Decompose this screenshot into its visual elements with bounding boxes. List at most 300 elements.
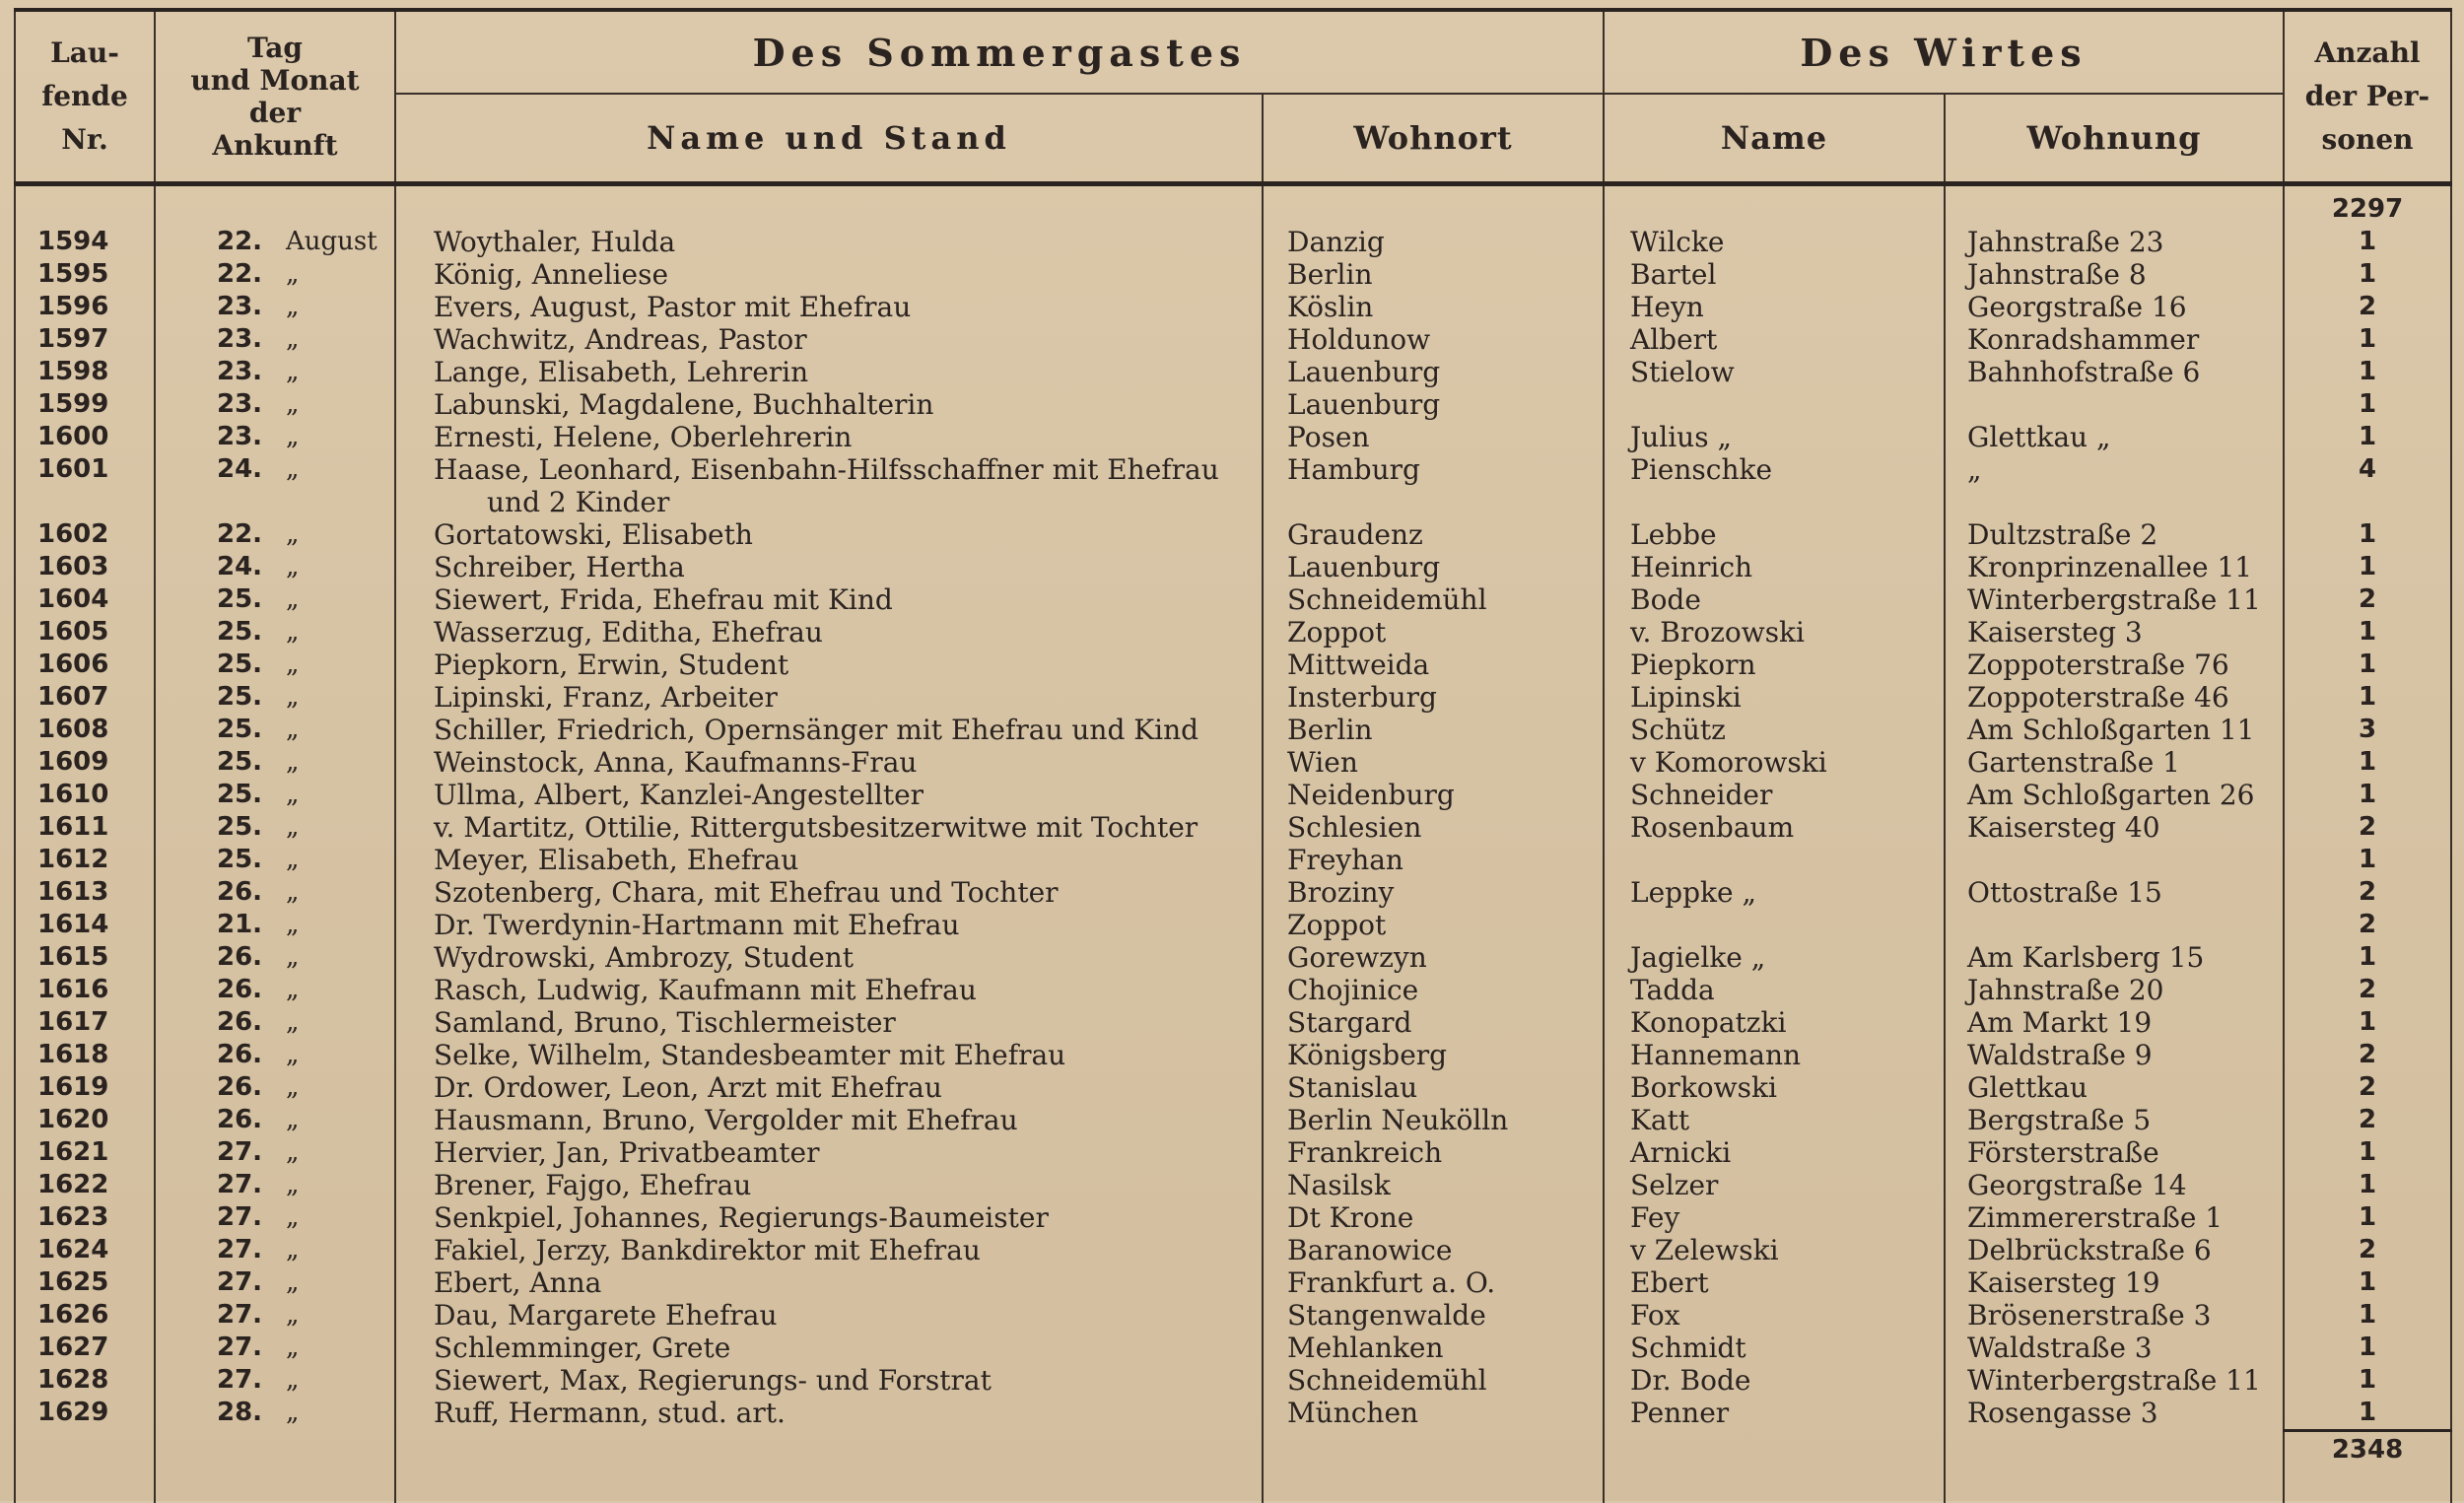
arrival-month: „ xyxy=(274,1364,299,1397)
person-count: 4 xyxy=(2284,453,2451,486)
host-name: Bartel xyxy=(1604,258,1945,291)
arrival-day: 25. xyxy=(217,746,274,779)
host-name xyxy=(1604,844,1945,876)
entry-number: 1613 xyxy=(15,876,155,909)
host-name: Heyn xyxy=(1604,291,1945,323)
guest-name: Siewert, Max, Regierungs- und Forstrat xyxy=(395,1364,1263,1397)
header-guest-name: Name und Stand xyxy=(395,94,1263,184)
guest-name: Wydrowski, Ambrozy, Student xyxy=(395,941,1263,974)
arrival-day: 28. xyxy=(217,1397,274,1429)
host-name: Penner xyxy=(1604,1397,1945,1431)
arrival-month: „ xyxy=(274,1234,299,1266)
guest-residence: Holdunow xyxy=(1263,323,1604,356)
arrival-month: „ xyxy=(274,876,299,909)
host-name: Lipinski xyxy=(1604,681,1945,714)
arrival-month: „ xyxy=(274,291,299,323)
arrival-month: „ xyxy=(274,258,299,291)
person-count: 2 xyxy=(2284,1234,2451,1266)
guest-residence: Schneidemühl xyxy=(1263,1364,1604,1397)
person-count: 1 xyxy=(2284,551,2451,583)
guest-name: Haase, Leonhard, Eisenbahn-Hilfsschaffner mit Ehefrau xyxy=(395,453,1263,486)
person-count: 1 xyxy=(2284,746,2451,779)
guest-residence: Lauenburg xyxy=(1263,551,1604,583)
table-row xyxy=(15,1136,2451,1169)
person-count: 1 xyxy=(2284,518,2451,551)
person-count: 1 xyxy=(2284,421,2451,453)
arrival-day: 25. xyxy=(217,649,274,681)
entry-number: 1614 xyxy=(15,909,155,941)
arrival-day: 23. xyxy=(217,356,274,388)
arrival-date xyxy=(155,1364,395,1397)
table-row xyxy=(15,323,2451,356)
arrival-day: 27. xyxy=(217,1364,274,1397)
entry-number: 1600 xyxy=(15,421,155,453)
arrival-month: „ xyxy=(274,714,299,746)
arrival-date xyxy=(155,649,395,681)
entry-number: 1624 xyxy=(15,1234,155,1266)
arrival-day: 26. xyxy=(217,1039,274,1071)
entry-number: 1595 xyxy=(15,258,155,291)
table-row xyxy=(15,1364,2451,1397)
person-count: 1 xyxy=(2284,356,2451,388)
guest-name: Senkpiel, Johannes, Regierungs-Baumeister xyxy=(395,1201,1263,1234)
arrival-date xyxy=(155,551,395,583)
person-count: 2 xyxy=(2284,1071,2451,1104)
entry-number: 1605 xyxy=(15,616,155,649)
guest-residence: Frankreich xyxy=(1263,1136,1604,1169)
arrival-date xyxy=(155,453,395,486)
arrival-date xyxy=(155,1234,395,1266)
guest-name: Meyer, Elisabeth, Ehefrau xyxy=(395,844,1263,876)
carried-total-row xyxy=(15,184,2451,227)
arrival-date xyxy=(155,974,395,1006)
person-count: 1 xyxy=(2284,1364,2451,1397)
carried-total: 2297 xyxy=(2284,184,2451,227)
person-count: 2 xyxy=(2284,583,2451,616)
guest-name: Dr. Ordower, Leon, Arzt mit Ehefrau xyxy=(395,1071,1263,1104)
arrival-day: 27. xyxy=(217,1201,274,1234)
arrival-month: „ xyxy=(274,1169,299,1201)
host-address: Kaisersteg 3 xyxy=(1945,616,2284,649)
entry-number: 1615 xyxy=(15,941,155,974)
host-address: Zimmererstraße 1 xyxy=(1945,1201,2284,1234)
header-host-address: Wohnung xyxy=(1945,94,2284,184)
table-row xyxy=(15,1397,2451,1431)
host-address: Am Karlsberg 15 xyxy=(1945,941,2284,974)
guest-name: Weinstock, Anna, Kaufmanns-Frau xyxy=(395,746,1263,779)
table-row xyxy=(15,779,2451,811)
header-host-name: Name xyxy=(1604,94,1945,184)
arrival-month: „ xyxy=(274,681,299,714)
person-count: 1 xyxy=(2284,323,2451,356)
host-address: Waldstraße 3 xyxy=(1945,1332,2284,1364)
guest-name: Hausmann, Bruno, Vergolder mit Ehefrau xyxy=(395,1104,1263,1136)
header-guest-residence: Wohnort xyxy=(1263,94,1604,184)
host-name: Albert xyxy=(1604,323,1945,356)
arrival-day: 26. xyxy=(217,974,274,1006)
person-count: 1 xyxy=(2284,1006,2451,1039)
guest-name: Piepkorn, Erwin, Student xyxy=(395,649,1263,681)
arrival-day: 27. xyxy=(217,1299,274,1332)
host-address: Kaisersteg 40 xyxy=(1945,811,2284,844)
arrival-day: 26. xyxy=(217,876,274,909)
arrival-day: 27. xyxy=(217,1234,274,1266)
host-name: Konopatzki xyxy=(1604,1006,1945,1039)
person-count: 1 xyxy=(2284,616,2451,649)
arrival-month: „ xyxy=(274,909,299,941)
host-address xyxy=(1945,844,2284,876)
host-name: Fey xyxy=(1604,1201,1945,1234)
arrival-day: 25. xyxy=(217,714,274,746)
person-count: 1 xyxy=(2284,388,2451,421)
entry-number: 1606 xyxy=(15,649,155,681)
host-name: Schneider xyxy=(1604,779,1945,811)
table-row xyxy=(15,1104,2451,1136)
entry-number: 1607 xyxy=(15,681,155,714)
arrival-date xyxy=(155,746,395,779)
host-address: Gartenstraße 1 xyxy=(1945,746,2284,779)
header-host: Des Wirtes xyxy=(1604,10,2284,94)
host-address: Am Schloßgarten 11 xyxy=(1945,714,2284,746)
arrival-day: 26. xyxy=(217,1104,274,1136)
entry-number: 1601 xyxy=(15,453,155,486)
guest-residence: Gorewzyn xyxy=(1263,941,1604,974)
host-name: v Zelewski xyxy=(1604,1234,1945,1266)
guest-residence: Mittweida xyxy=(1263,649,1604,681)
person-count: 2 xyxy=(2284,876,2451,909)
arrival-month: „ xyxy=(274,844,299,876)
table-row xyxy=(15,1332,2451,1364)
arrival-date xyxy=(155,291,395,323)
arrival-day: 24. xyxy=(217,551,274,583)
arrival-date xyxy=(155,1266,395,1299)
host-name: Pienschke xyxy=(1604,453,1945,486)
arrival-day: 25. xyxy=(217,844,274,876)
arrival-date xyxy=(155,1104,395,1136)
person-count: 2 xyxy=(2284,974,2451,1006)
person-count: 1 xyxy=(2284,649,2451,681)
host-address: Konradshammer xyxy=(1945,323,2284,356)
arrival-date xyxy=(155,356,395,388)
arrival-month: „ xyxy=(274,1201,299,1234)
guest-residence: Königsberg xyxy=(1263,1039,1604,1071)
table-row xyxy=(15,811,2451,844)
host-address: Brösenerstraße 3 xyxy=(1945,1299,2284,1332)
arrival-date xyxy=(155,583,395,616)
host-name xyxy=(1604,909,1945,941)
host-address: Zoppoterstraße 76 xyxy=(1945,649,2284,681)
guest-name: Ullma, Albert, Kanzlei-Angestellter xyxy=(395,779,1263,811)
entry-number: 1626 xyxy=(15,1299,155,1332)
entry-number: 1618 xyxy=(15,1039,155,1071)
entry-number: 1627 xyxy=(15,1332,155,1364)
arrival-day: 27. xyxy=(217,1169,274,1201)
host-name: Fox xyxy=(1604,1299,1945,1332)
table-row xyxy=(15,421,2451,453)
host-name xyxy=(1604,388,1945,421)
arrival-date xyxy=(155,421,395,453)
host-address: Jahnstraße 20 xyxy=(1945,974,2284,1006)
table-row xyxy=(15,941,2451,974)
arrival-date xyxy=(155,616,395,649)
arrival-month: „ xyxy=(274,1266,299,1299)
host-address: Glettkau xyxy=(1945,1071,2284,1104)
arrival-date xyxy=(155,226,395,258)
arrival-date xyxy=(155,1039,395,1071)
host-name: Rosenbaum xyxy=(1604,811,1945,844)
guest-name: Woythaler, Hulda xyxy=(395,226,1263,258)
person-count: 1 xyxy=(2284,941,2451,974)
arrival-month: „ xyxy=(274,1006,299,1039)
header-nr: Lau- fende Nr. xyxy=(15,10,155,184)
table-row xyxy=(15,551,2451,583)
host-address xyxy=(1945,909,2284,941)
guest-residence: Schlesien xyxy=(1263,811,1604,844)
guest-residence: Graudenz xyxy=(1263,518,1604,551)
guest-name: Fakiel, Jerzy, Bankdirektor mit Ehefrau xyxy=(395,1234,1263,1266)
guest-residence: Insterburg xyxy=(1263,681,1604,714)
host-name: Katt xyxy=(1604,1104,1945,1136)
arrival-month: „ xyxy=(274,421,299,453)
host-address: Jahnstraße 23 xyxy=(1945,226,2284,258)
arrival-month: „ xyxy=(274,1397,299,1429)
arrival-day: 23. xyxy=(217,421,274,453)
header-summer-guest: Des Sommergastes xyxy=(395,10,1604,94)
arrival-month: August xyxy=(274,226,377,258)
guest-name: Selke, Wilhelm, Standesbeamter mit Ehefrau xyxy=(395,1039,1263,1071)
entry-number: 1617 xyxy=(15,1006,155,1039)
arrival-month: „ xyxy=(274,1136,299,1169)
arrival-day: 25. xyxy=(217,811,274,844)
guest-residence: Dt Krone xyxy=(1263,1201,1604,1234)
host-name: Jagielke „ xyxy=(1604,941,1945,974)
host-name: Arnicki xyxy=(1604,1136,1945,1169)
arrival-date xyxy=(155,681,395,714)
table-row xyxy=(15,1299,2451,1332)
host-address: Dultzstraße 2 xyxy=(1945,518,2284,551)
host-name: Heinrich xyxy=(1604,551,1945,583)
host-address: Ottostraße 15 xyxy=(1945,876,2284,909)
table-row xyxy=(15,583,2451,616)
host-name: Lebbe xyxy=(1604,518,1945,551)
guest-name: Hervier, Jan, Privatbeamter xyxy=(395,1136,1263,1169)
host-name: Piepkorn xyxy=(1604,649,1945,681)
arrival-month: „ xyxy=(274,974,299,1006)
guest-name: Wasserzug, Editha, Ehefrau xyxy=(395,616,1263,649)
entry-number: 1602 xyxy=(15,518,155,551)
person-count: 2 xyxy=(2284,811,2451,844)
arrival-month: „ xyxy=(274,746,299,779)
entry-number: 1604 xyxy=(15,583,155,616)
table-row xyxy=(15,1006,2451,1039)
entry-number: 1623 xyxy=(15,1201,155,1234)
host-name: Borkowski xyxy=(1604,1071,1945,1104)
arrival-day: 25. xyxy=(217,681,274,714)
final-total-row xyxy=(15,1431,2451,1503)
arrival-day: 25. xyxy=(217,616,274,649)
host-address: Glettkau „ xyxy=(1945,421,2284,453)
table-row xyxy=(15,616,2451,649)
guest-name: Schiller, Friedrich, Opernsänger mit Ehefrau und Kind xyxy=(395,714,1263,746)
guest-residence: Berlin xyxy=(1263,258,1604,291)
entry-number: 1629 xyxy=(15,1397,155,1431)
arrival-date xyxy=(155,876,395,909)
arrival-month: „ xyxy=(274,518,299,551)
entry-number: 1619 xyxy=(15,1071,155,1104)
table-row xyxy=(15,649,2451,681)
arrival-month: „ xyxy=(274,1039,299,1071)
host-name: Dr. Bode xyxy=(1604,1364,1945,1397)
host-address: Jahnstraße 8 xyxy=(1945,258,2284,291)
arrival-day: 25. xyxy=(217,583,274,616)
entry-number: 1621 xyxy=(15,1136,155,1169)
arrival-day: 26. xyxy=(217,941,274,974)
table-row xyxy=(15,388,2451,421)
guest-residence: Berlin Neukölln xyxy=(1263,1104,1604,1136)
person-count: 1 xyxy=(2284,844,2451,876)
host-address: Georgstraße 16 xyxy=(1945,291,2284,323)
final-total: 2348 xyxy=(2284,1431,2451,1503)
table-row xyxy=(15,1201,2451,1234)
arrival-date xyxy=(155,323,395,356)
guest-name: Lange, Elisabeth, Lehrerin xyxy=(395,356,1263,388)
guest-name: Szotenberg, Chara, mit Ehefrau und Tochter xyxy=(395,876,1263,909)
arrival-date xyxy=(155,714,395,746)
arrival-date xyxy=(155,1169,395,1201)
guest-name: Ruff, Hermann, stud. art. xyxy=(395,1397,1263,1431)
arrival-month: „ xyxy=(274,1332,299,1364)
person-count: 1 xyxy=(2284,779,2451,811)
arrival-date xyxy=(155,1136,395,1169)
entry-number: 1611 xyxy=(15,811,155,844)
arrival-month: „ xyxy=(274,811,299,844)
guest-name: Lipinski, Franz, Arbeiter xyxy=(395,681,1263,714)
host-address: Kronprinzenallee 11 xyxy=(1945,551,2284,583)
entry-number: 1620 xyxy=(15,1104,155,1136)
host-address: Försterstraße xyxy=(1945,1136,2284,1169)
entry-number: 1608 xyxy=(15,714,155,746)
table-row xyxy=(15,1169,2451,1201)
arrival-date xyxy=(155,779,395,811)
guest-name: Labunski, Magdalene, Buchhalterin xyxy=(395,388,1263,421)
guest-residence: Stargard xyxy=(1263,1006,1604,1039)
guest-name: v. Martitz, Ottilie, Rittergutsbesitzerwitwe mit Tochter xyxy=(395,811,1263,844)
guest-name-continued: und 2 Kinder xyxy=(395,486,1263,518)
guest-residence: Berlin xyxy=(1263,714,1604,746)
arrival-day: 26. xyxy=(217,1071,274,1104)
guest-residence: Stangenwalde xyxy=(1263,1299,1604,1332)
guest-name: Ernesti, Helene, Oberlehrerin xyxy=(395,421,1263,453)
entry-number: 1616 xyxy=(15,974,155,1006)
guest-residence: Köslin xyxy=(1263,291,1604,323)
arrival-day: 21. xyxy=(217,909,274,941)
header-arrival: Tag und Monat der Ankunft xyxy=(155,10,395,184)
person-count: 1 xyxy=(2284,1332,2451,1364)
guest-residence: Freyhan xyxy=(1263,844,1604,876)
arrival-day: 25. xyxy=(217,779,274,811)
guest-name: König, Anneliese xyxy=(395,258,1263,291)
guest-name: Gortatowski, Elisabeth xyxy=(395,518,1263,551)
arrival-date xyxy=(155,258,395,291)
host-address: Georgstraße 14 xyxy=(1945,1169,2284,1201)
entry-number: 1610 xyxy=(15,779,155,811)
arrival-month: „ xyxy=(274,1299,299,1332)
guest-name: Schlemminger, Grete xyxy=(395,1332,1263,1364)
person-count: 1 xyxy=(2284,1169,2451,1201)
arrival-date xyxy=(155,1071,395,1104)
arrival-date xyxy=(155,1332,395,1364)
arrival-month: „ xyxy=(274,1071,299,1104)
guest-residence: Neidenburg xyxy=(1263,779,1604,811)
table-row-continuation xyxy=(15,486,2451,518)
entry-number: 1599 xyxy=(15,388,155,421)
host-name: Tadda xyxy=(1604,974,1945,1006)
table-row xyxy=(15,714,2451,746)
arrival-date xyxy=(155,1299,395,1332)
table-row xyxy=(15,1071,2451,1104)
host-address: Am Schloßgarten 26 xyxy=(1945,779,2284,811)
arrival-day: 22. xyxy=(217,226,274,258)
arrival-day: 22. xyxy=(217,258,274,291)
guest-residence: Stanislau xyxy=(1263,1071,1604,1104)
host-name: v. Brozowski xyxy=(1604,616,1945,649)
table-row xyxy=(15,518,2451,551)
guest-residence: Frankfurt a. O. xyxy=(1263,1266,1604,1299)
table-row xyxy=(15,1039,2451,1071)
person-count: 2 xyxy=(2284,1104,2451,1136)
entry-number: 1612 xyxy=(15,844,155,876)
table-row xyxy=(15,1266,2451,1299)
host-name: v Komorowski xyxy=(1604,746,1945,779)
arrival-month: „ xyxy=(274,1104,299,1136)
person-count: 2 xyxy=(2284,909,2451,941)
guest-residence: Zoppot xyxy=(1263,909,1604,941)
host-address: Kaisersteg 19 xyxy=(1945,1266,2284,1299)
person-count: 1 xyxy=(2284,226,2451,258)
guest-residence: Broziny xyxy=(1263,876,1604,909)
host-name: Hannemann xyxy=(1604,1039,1945,1071)
person-count: 2 xyxy=(2284,1039,2451,1071)
arrival-date xyxy=(155,1006,395,1039)
guest-name: Dr. Twerdynin-Hartmann mit Ehefrau xyxy=(395,909,1263,941)
host-address: „ xyxy=(1945,453,2284,486)
arrival-day: 23. xyxy=(217,323,274,356)
table-row xyxy=(15,291,2451,323)
guest-residence: Danzig xyxy=(1263,226,1604,258)
guest-residence: Hamburg xyxy=(1263,453,1604,486)
guest-residence: Mehlanken xyxy=(1263,1332,1604,1364)
arrival-day: 27. xyxy=(217,1332,274,1364)
entry-number: 1594 xyxy=(15,226,155,258)
arrival-month: „ xyxy=(274,388,299,421)
arrival-day: 24. xyxy=(217,453,274,486)
table-row xyxy=(15,909,2451,941)
arrival-month: „ xyxy=(274,356,299,388)
guest-residence: Nasilsk xyxy=(1263,1169,1604,1201)
entry-number: 1622 xyxy=(15,1169,155,1201)
entry-number: 1609 xyxy=(15,746,155,779)
host-address xyxy=(1945,388,2284,421)
table-row xyxy=(15,844,2451,876)
arrival-day: 27. xyxy=(217,1266,274,1299)
host-name: Schütz xyxy=(1604,714,1945,746)
arrival-month: „ xyxy=(274,453,299,486)
host-address: Rosengasse 3 xyxy=(1945,1397,2284,1431)
guest-residence: Baranowice xyxy=(1263,1234,1604,1266)
host-name: Leppke „ xyxy=(1604,876,1945,909)
header-person-count: Anzahl der Per- sonen xyxy=(2284,10,2451,184)
arrival-day: 22. xyxy=(217,518,274,551)
